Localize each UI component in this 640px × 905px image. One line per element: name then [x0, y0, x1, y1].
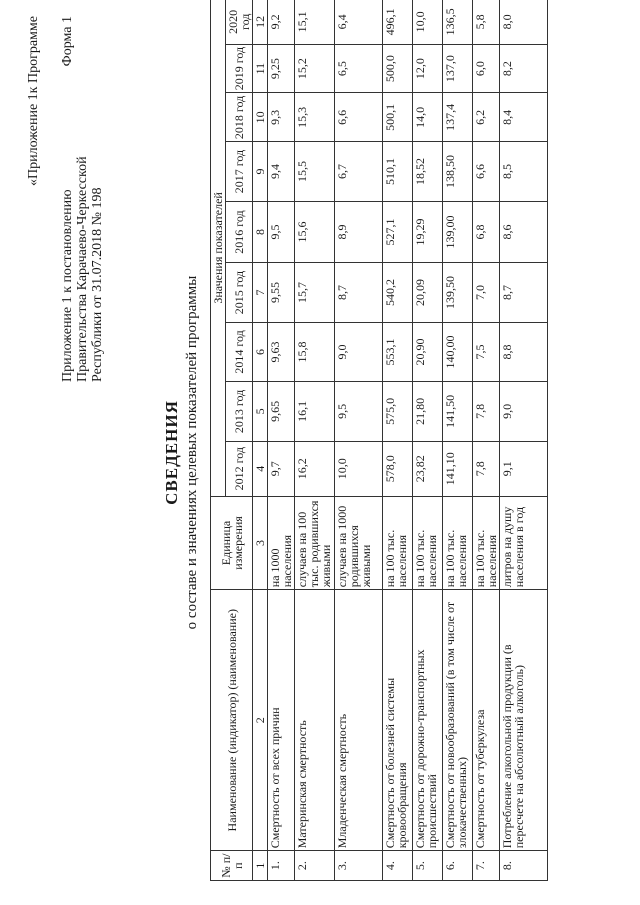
row-value-cell: 14,0 [413, 93, 443, 142]
row-value-cell: 21,80 [413, 382, 443, 441]
row-value-cell: 8,8 [500, 322, 548, 381]
table-row [295, 0, 335, 881]
header-year: 2013 год [226, 382, 253, 441]
row-value-cell: 15,7 [295, 263, 335, 322]
appendix-line-1: Приложение 1 к постановлению [60, 189, 75, 382]
row-value-cell: 540,2 [383, 263, 413, 322]
row-num-cell: 4. [383, 851, 413, 881]
column-index-cell: 7 [253, 263, 268, 322]
row-value-cell: 8,5 [500, 142, 548, 201]
indicators-table [210, 0, 548, 881]
row-value-cell: 10,0 [413, 0, 443, 44]
row-value-cell: 9,63 [268, 322, 295, 381]
row-name-cell: Смертность от болезней системы кровообращения [383, 590, 413, 851]
row-value-cell: 15,5 [295, 142, 335, 201]
row-value-cell: 578,0 [383, 441, 413, 496]
row-value-cell: 6,6 [335, 93, 383, 142]
row-value-cell: 15,1 [295, 0, 335, 44]
row-value-cell: 136,5 [443, 0, 473, 44]
row-value-cell: 15,8 [295, 322, 335, 381]
row-value-cell: 9,0 [335, 322, 383, 381]
row-value-cell: 8,2 [500, 44, 548, 93]
row-value-cell: 10,0 [335, 441, 383, 496]
row-value-cell: 9,1 [500, 441, 548, 496]
row-value-cell: 9,4 [268, 142, 295, 201]
row-num-cell: 8. [500, 851, 548, 881]
row-value-cell: 9,0 [500, 382, 548, 441]
row-value-cell: 6,6 [473, 142, 500, 201]
row-value-cell: 9,7 [268, 441, 295, 496]
row-num-cell: 7. [473, 851, 500, 881]
row-value-cell: 8,7 [335, 263, 383, 322]
row-value-cell: 8,9 [335, 201, 383, 263]
row-unit-cell: на 1000 населения [268, 496, 295, 589]
row-value-cell: 9,65 [268, 382, 295, 441]
row-value-cell: 527,1 [383, 201, 413, 263]
row-value-cell: 500,1 [383, 93, 413, 142]
row-value-cell: 6,5 [335, 44, 383, 93]
row-value-cell: 7,5 [473, 322, 500, 381]
row-value-cell: 139,00 [443, 201, 473, 263]
row-value-cell: 23,82 [413, 441, 443, 496]
row-value-cell: 8,0 [500, 0, 548, 44]
row-value-cell: 553,1 [383, 322, 413, 381]
header-unit: Единица измерения [211, 496, 253, 589]
row-value-cell: 7,0 [473, 263, 500, 322]
row-value-cell: 9,2 [268, 0, 295, 44]
row-value-cell: 5,8 [473, 0, 500, 44]
column-index-cell: 5 [253, 382, 268, 441]
header-year: 2020 год [226, 0, 253, 44]
row-num-cell: 3. [335, 851, 383, 881]
row-name-cell: Смертность от дорожно-транспортных происшествий [413, 590, 443, 851]
table-row [413, 0, 443, 881]
row-value-cell: 19,29 [413, 201, 443, 263]
row-value-cell: 6,7 [335, 142, 383, 201]
appendix-line-3: Республики от 31.07.2018 № 198 [90, 187, 105, 382]
header-year: 2012 год [226, 441, 253, 496]
row-name-cell: Материнская смертность [295, 590, 335, 851]
header-year: 2014 год [226, 322, 253, 381]
row-value-cell: 9,5 [335, 382, 383, 441]
row-unit-cell: на 100 тыс. населения [443, 496, 473, 589]
table-row [335, 0, 383, 881]
column-index-cell: 8 [253, 201, 268, 263]
appendix-header [60, 52, 105, 382]
row-value-cell: 496,1 [383, 0, 413, 44]
header-year: 2019 год [226, 44, 253, 93]
form-label: Форма 1 [60, 16, 75, 67]
row-unit-cell: случаев на 100 тыс. родившихся живыми [295, 496, 335, 589]
row-value-cell: 6,2 [473, 93, 500, 142]
column-index-cell: 1 [253, 851, 268, 881]
row-value-cell: 15,2 [295, 44, 335, 93]
header-year: 2017 год [226, 142, 253, 201]
row-value-cell: 137,0 [443, 44, 473, 93]
column-index-cell: 6 [253, 322, 268, 381]
row-value-cell: 9,25 [268, 44, 295, 93]
column-index-cell: 11 [253, 44, 268, 93]
row-value-cell: 6,8 [473, 201, 500, 263]
row-value-cell: 15,6 [295, 201, 335, 263]
row-value-cell: 8,4 [500, 93, 548, 142]
row-value-cell: 141,50 [443, 382, 473, 441]
appendix-line-2: Правительства Карачаево-Черкесской [75, 156, 90, 382]
row-name-cell: Смертность от всех причин [268, 590, 295, 851]
column-index-cell: 2 [253, 590, 268, 851]
row-value-cell: 18,52 [413, 142, 443, 201]
row-value-cell: 16,1 [295, 382, 335, 441]
row-value-cell: 15,3 [295, 93, 335, 142]
row-value-cell: 138,50 [443, 142, 473, 201]
row-value-cell: 575,0 [383, 382, 413, 441]
row-value-cell: 141,10 [443, 441, 473, 496]
row-num-cell: 6. [443, 851, 473, 881]
table-row [500, 0, 548, 881]
row-num-cell: 5. [413, 851, 443, 881]
row-unit-cell: на 100 тыс. населения [473, 496, 500, 589]
row-value-cell: 139,50 [443, 263, 473, 322]
row-name-cell: Смертность от туберкулеза [473, 590, 500, 851]
row-num-cell: 2. [295, 851, 335, 881]
row-value-cell: 7,8 [473, 382, 500, 441]
row-value-cell: 6,0 [473, 44, 500, 93]
row-value-cell: 8,6 [500, 201, 548, 263]
row-name-cell: Потребление алкогольной продукции (в пересчете на абсолютный алкоголь) [500, 590, 548, 851]
column-index-cell: 4 [253, 441, 268, 496]
row-value-cell: 20,90 [413, 322, 443, 381]
column-index-row [253, 0, 268, 881]
row-value-cell: 12,0 [413, 44, 443, 93]
row-value-cell: 500,0 [383, 44, 413, 93]
row-unit-cell: случаев на 1000 родившихся живыми [335, 496, 383, 589]
row-name-cell: Младенческая смертность [335, 590, 383, 851]
row-value-cell: 7,8 [473, 441, 500, 496]
row-unit-cell: литров на душу населения в год [500, 496, 548, 589]
column-index-cell: 3 [253, 496, 268, 589]
table-row [383, 0, 413, 881]
row-value-cell: 9,3 [268, 93, 295, 142]
table-row [473, 0, 500, 881]
program-reference: «Приложение 1к Программе [26, 16, 41, 186]
table-row [268, 0, 295, 881]
header-year: 2016 год [226, 201, 253, 263]
row-value-cell: 16,2 [295, 441, 335, 496]
row-value-cell: 9,5 [268, 201, 295, 263]
row-value-cell: 20,09 [413, 263, 443, 322]
document-subtitle: о составе и значениях целевых показателей программы [184, 275, 200, 630]
table-header-row [211, 0, 226, 881]
row-name-cell: Смертность от новообразований (в том числе от злокачественных) [443, 590, 473, 851]
row-value-cell: 6,4 [335, 0, 383, 44]
row-value-cell: 137,4 [443, 93, 473, 142]
table-row [443, 0, 473, 881]
column-index-cell: 10 [253, 93, 268, 142]
header-values-group: Значения показателей [211, 0, 226, 496]
column-index-cell: 12 [253, 0, 268, 44]
row-unit-cell: на 100 тыс. населения [413, 496, 443, 589]
header-name: Наименование (индикатор) (наименование) [211, 590, 253, 851]
document-title: СВЕДЕНИЯ [162, 400, 181, 505]
row-num-cell: 1. [268, 851, 295, 881]
row-value-cell: 8,7 [500, 263, 548, 322]
row-unit-cell: на 100 тыс. населения [383, 496, 413, 589]
header-year: 2015 год [226, 263, 253, 322]
row-value-cell: 510,1 [383, 142, 413, 201]
row-value-cell: 140,00 [443, 322, 473, 381]
column-index-cell: 9 [253, 142, 268, 201]
header-num: № п/п [211, 851, 253, 881]
row-value-cell: 9,55 [268, 263, 295, 322]
header-year: 2018 год [226, 93, 253, 142]
